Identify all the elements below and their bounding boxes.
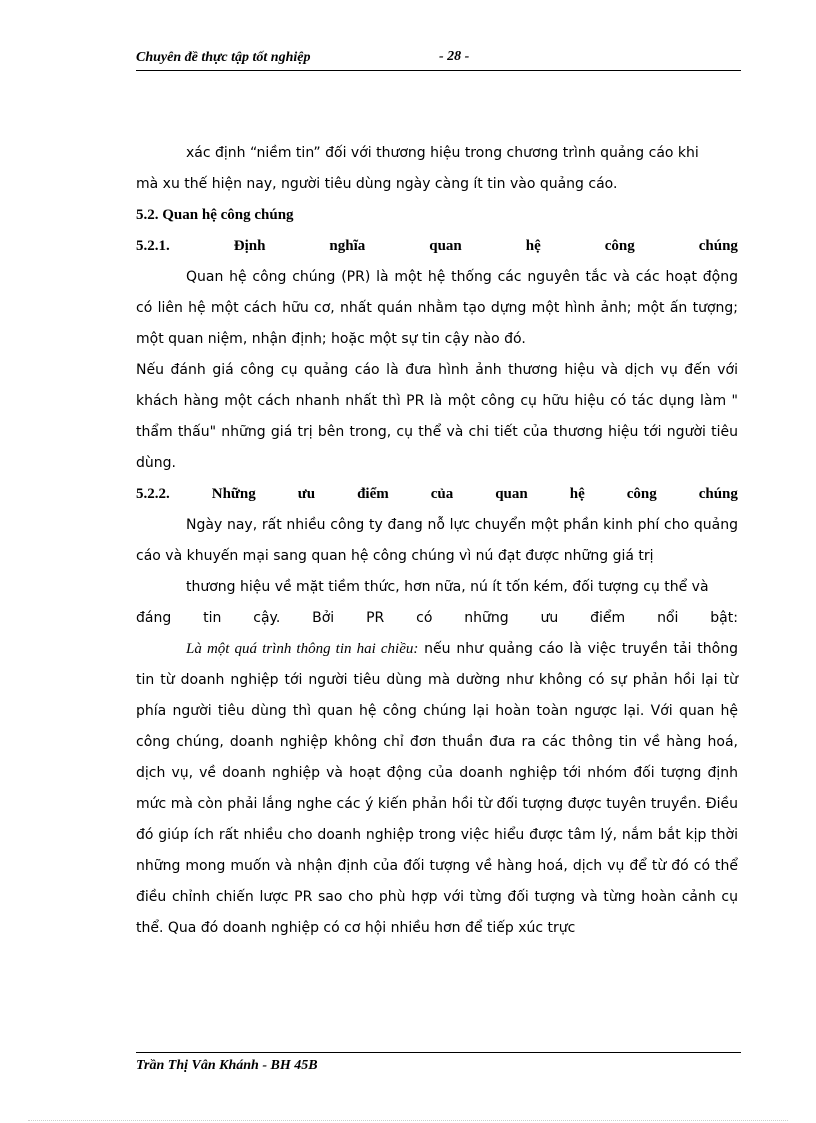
word: bật: — [710, 610, 738, 626]
subsection-heading-521 — [136, 231, 738, 262]
word: ưu — [540, 610, 559, 626]
author-line: Trần Thị Vân Khánh - BH 45B — [136, 1058, 318, 1073]
paragraph-text: nếu như quảng cáo là việc truyền tải thông tin từ doanh nghiệp tới người tiêu dùng mà dường như không có sự phản hồi lại từ phía người tiêu dùng thì quan hệ công chúng lại hoàn toàn ngược lại. Với quan hệ công chúng, doanh nghiệp không chỉ đơn thuần đưa ra các thông tin về hàng hoá, dịch vụ, về doanh nghiệp và hoạt động của doanh nghiệp tới nhóm đối tượng định mức mà còn phải lắng nghe các ý kiến phản hồi từ đối tượng được tuyên truyền. Điều đó giúp ích rất nhiều cho doanh nghiệp trong việc hiểu được tâm lý, nắm bắt kịp thời những mong muốn và nhận định của đối tượng về hàng hoá, dịch vụ để từ đó có thể điều chỉnh chiến lược PR sao cho phù hợp với từng đối tượng và từng hoàn cảnh cụ thể. Qua đó doanh nghiệp có cơ hội nhiều hơn để tiếp xúc trực — [136, 641, 738, 936]
heading-word: ưu — [297, 486, 316, 502]
heading-word: quan — [429, 238, 462, 254]
subsection-heading-522 — [136, 479, 738, 510]
heading-word: của — [430, 486, 454, 502]
heading-word: điểm — [357, 486, 389, 502]
section-heading: 5.2. Quan hệ công chúng — [136, 207, 294, 223]
header-rule — [136, 70, 741, 71]
page-edge-divider — [28, 1120, 788, 1121]
heading-word: quan — [495, 486, 528, 502]
italic-lead: Là một quá trình thông tin hai chiều: — [186, 641, 419, 657]
word: điểm — [590, 610, 626, 626]
heading-word: 5.2.2. — [136, 486, 170, 502]
page-header — [136, 48, 741, 72]
page-footer — [136, 1052, 741, 1074]
heading-word: nghĩa — [329, 238, 366, 254]
paragraph-pr-trend: Ngày nay, rất nhiều công ty đang nỗ lực chuyển một phần kinh phí cho quảng cáo và khuyến mại sang quan hệ công chúng vì nú đạt được những giá trị — [136, 517, 738, 564]
word: có — [416, 610, 433, 626]
paragraph-justified-line — [136, 603, 738, 634]
heading-word: chúng — [698, 238, 738, 254]
heading-word: công — [604, 238, 635, 254]
paragraph-line: thương hiệu về mặt tiềm thức, hơn nữa, nú ít tốn kém, đối tượng cụ thể và — [186, 579, 709, 595]
heading-word: Định — [233, 238, 266, 254]
paragraph-line: xác định “niềm tin” đối với thương hiệu trong chương trình quảng cáo khi — [186, 145, 699, 161]
word: Bởi — [312, 610, 335, 626]
document-title: Chuyên đề thực tập tốt nghiệp — [136, 50, 311, 65]
heading-word: hệ — [569, 486, 585, 502]
heading-word: hệ — [525, 238, 541, 254]
word: cậy. — [253, 610, 281, 626]
heading-word: Những — [211, 486, 256, 502]
paragraph-two-way-communication — [136, 634, 738, 944]
word: tin — [203, 610, 222, 626]
paragraph-pr-definition: Quan hệ công chúng (PR) là một hệ thống các nguyên tắc và các hoạt động có liên hệ một cách hữu cơ, nhất quán nhằm tạo dựng một hình ảnh; một ấn tượng; một quan niệm, nhận định; hoặc một sự tin cậy nào đó. — [136, 269, 738, 347]
heading-word: chúng — [698, 486, 738, 502]
heading-word: công — [626, 486, 657, 502]
page-number: - 28 - — [439, 49, 470, 64]
word: PR — [366, 610, 385, 626]
word: đáng — [136, 610, 172, 626]
word: nổi — [657, 610, 679, 626]
footer-rule — [136, 1052, 741, 1053]
heading-word: 5.2.1. — [136, 238, 170, 254]
paragraph-pr-role: Nếu đánh giá công cụ quảng cáo là đưa hình ảnh thương hiệu và dịch vụ đến với khách hàng một cách nhanh nhất thì PR là một công cụ hữu hiệu có tác dụng làm " thẩm thấu" những giá trị bên trong, cụ thể và chi tiết của thương hiệu tới người tiêu dùng. — [136, 362, 738, 471]
page-body — [136, 138, 738, 944]
paragraph-line: mà xu thế hiện nay, người tiêu dùng ngày càng ít tin vào quảng cáo. — [136, 176, 618, 192]
word: những — [464, 610, 509, 626]
